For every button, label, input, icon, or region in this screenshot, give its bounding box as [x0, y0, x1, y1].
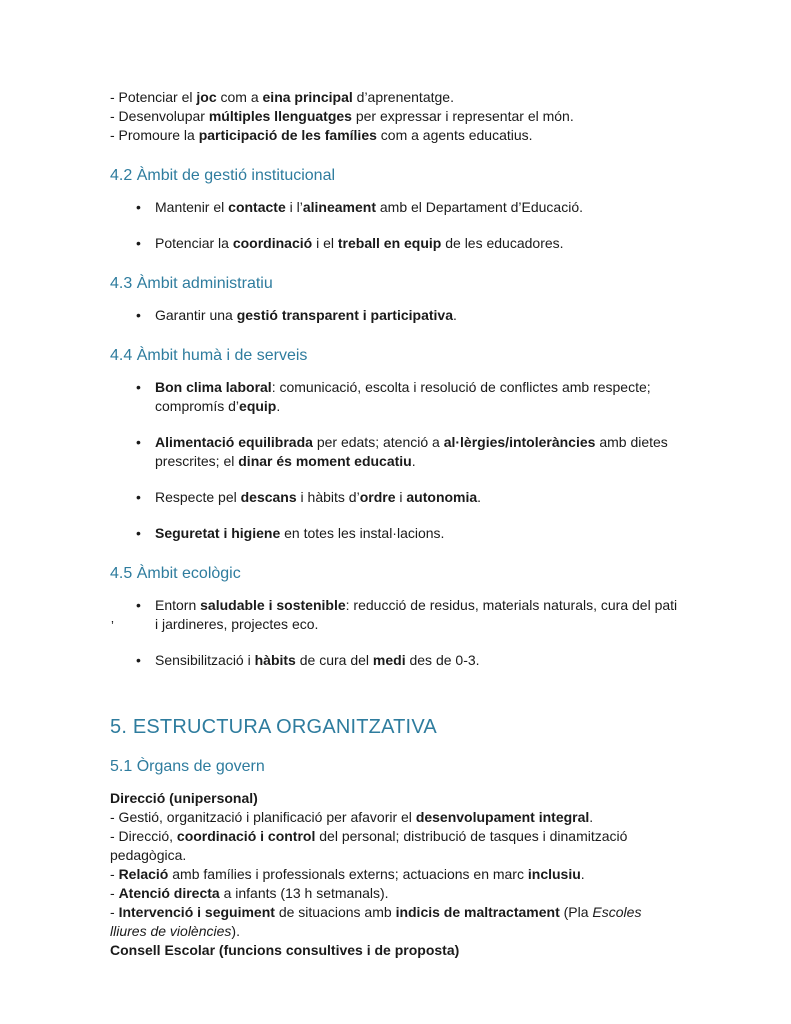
text-segment: i [395, 489, 407, 505]
text-segment: des de 0-3. [405, 652, 480, 668]
direccio-line [110, 903, 681, 941]
text-segment: coordinació [232, 235, 313, 251]
heading-4-2: 4.2 Àmbit de gestió institucional [110, 167, 336, 184]
stray-apostrophe-mark: ’ [111, 618, 114, 633]
text-segment: - Potenciar el [110, 89, 197, 105]
bullet-item [110, 306, 681, 325]
text-segment: del personal; distribució de tasques i dinamització pedagògica. [110, 828, 628, 863]
text-segment: a infants (13 h setmanals). [219, 885, 389, 901]
text-segment: dinar és moment educatiu [238, 453, 412, 469]
text-segment: coordinació i control [176, 828, 316, 844]
consell-title: Consell Escolar (funcions consultives i de proposta) [110, 942, 460, 958]
direccio-line [110, 827, 681, 865]
text-segment: contacte [228, 199, 286, 215]
text-segment: Intervenció i seguiment [118, 904, 275, 920]
text-segment: d’aprenentatge. [352, 89, 454, 105]
text-segment: amb el Departament d’Educació. [376, 199, 583, 215]
text-segment: de situacions amb [274, 904, 396, 920]
text-segment: inclusiu [527, 866, 581, 882]
text-segment: - [110, 866, 119, 882]
text-segment: Entorn [155, 597, 201, 613]
text-segment: hàbits [254, 652, 296, 668]
bullet-item [110, 234, 681, 253]
text-segment: amb dietes prescrites; el [155, 434, 668, 469]
heading-4-3: 4.3 Àmbit administratiu [110, 275, 273, 292]
text-segment: de les educadores. [441, 235, 564, 251]
bullet-item [110, 378, 681, 416]
text-segment: . [589, 809, 594, 825]
text-segment: - Desenvolupar [110, 108, 209, 124]
text-segment: ordre [359, 489, 396, 505]
bullet-item [110, 198, 681, 217]
heading-5: 5. ESTRUCTURA ORGANITZATIVA [110, 716, 437, 738]
intro-line [110, 88, 681, 107]
text-segment: saludable i sostenible [200, 597, 346, 613]
text-segment: participació de les famílies [198, 127, 377, 143]
text-segment: gestió transparent i participativa [236, 307, 454, 323]
text-segment: i el [312, 235, 338, 251]
list-4-2 [110, 198, 681, 253]
text-segment: per expressar i representar el món. [351, 108, 574, 124]
text-segment: . [453, 307, 457, 323]
text-segment: (Pla [559, 904, 593, 920]
text-segment: Respecte pel [155, 489, 241, 505]
text-segment: Mantenir el [155, 199, 229, 215]
text-segment: : reducció de residus, materials naturals, cura del pati i jardineres, projectes eco. [155, 597, 678, 632]
text-segment: . [276, 398, 281, 414]
text-segment: : comunicació, escolta i resolució de conflictes amb respecte; compromís d’ [155, 379, 651, 414]
text-segment: Potenciar la [155, 235, 233, 251]
text-segment: - [110, 904, 119, 920]
list-4-4 [110, 378, 681, 543]
bullet-item [110, 651, 681, 670]
text-segment: Sensibilització i [155, 652, 255, 668]
text-segment: de cura del [295, 652, 373, 668]
direccio-title: Direcció (unipersonal) [110, 790, 258, 806]
text-segment: en totes les instal·lacions. [280, 525, 445, 541]
text-segment: múltiples llenguatges [208, 108, 352, 124]
text-segment: . [477, 489, 482, 505]
heading-4-4: 4.4 Àmbit humà i de serveis [110, 347, 308, 364]
intro-line [110, 126, 681, 145]
text-segment: eina principal [262, 89, 353, 105]
text-segment: autonomia [406, 489, 478, 505]
text-segment: Bon clima laboral [155, 379, 272, 395]
text-segment: amb famílies i professionals externs; actuacions en marc [168, 866, 528, 882]
text-segment: treball en equip [337, 235, 442, 251]
text-segment: - Gestió, organització i planificació per afavorir el [110, 809, 416, 825]
bullet-item [110, 488, 681, 507]
text-segment: descans [240, 489, 297, 505]
list-4-5 [110, 596, 681, 670]
text-segment: Garantir una [155, 307, 237, 323]
text-segment: equip [239, 398, 277, 414]
text-segment: - Promoure la [110, 127, 199, 143]
text-segment: joc [196, 89, 217, 105]
bullet-item [110, 596, 681, 634]
bullet-item [110, 433, 681, 471]
text-segment: com a agents educatius. [376, 127, 533, 143]
intro-line [110, 107, 681, 126]
list-4-3 [110, 306, 681, 325]
text-segment: per edats; atenció a [312, 434, 444, 450]
text-segment: . [411, 453, 416, 469]
text-segment: Seguretat i higiene [155, 525, 281, 541]
text-segment: . [580, 866, 585, 882]
text-segment: ). [231, 923, 240, 939]
heading-4-5: 4.5 Àmbit ecològic [110, 565, 241, 582]
text-segment: medi [372, 652, 406, 668]
text-segment: indicis de maltractament [395, 904, 560, 920]
heading-5-1: 5.1 Òrgans de govern [110, 758, 265, 775]
text-segment: al·lèrgies/intoleràncies [443, 434, 596, 450]
text-segment: Atenció directa [118, 885, 220, 901]
text-segment: - [110, 885, 119, 901]
text-segment: desenvolupament integral [415, 809, 590, 825]
text-segment: Escoles lliures de violències [110, 904, 642, 939]
text-segment: i hàbits d’ [296, 489, 360, 505]
direccio-line [110, 808, 681, 827]
text-segment: i l’ [285, 199, 303, 215]
text-segment: alineament [302, 199, 376, 215]
text-segment: - Direcció, [110, 828, 177, 844]
bullet-item [110, 524, 681, 543]
text-segment: Alimentació equilibrada [155, 434, 313, 450]
direccio-line [110, 884, 681, 903]
text-segment: Relació [118, 866, 169, 882]
direccio-line [110, 865, 681, 884]
text-segment: com a [216, 89, 263, 105]
